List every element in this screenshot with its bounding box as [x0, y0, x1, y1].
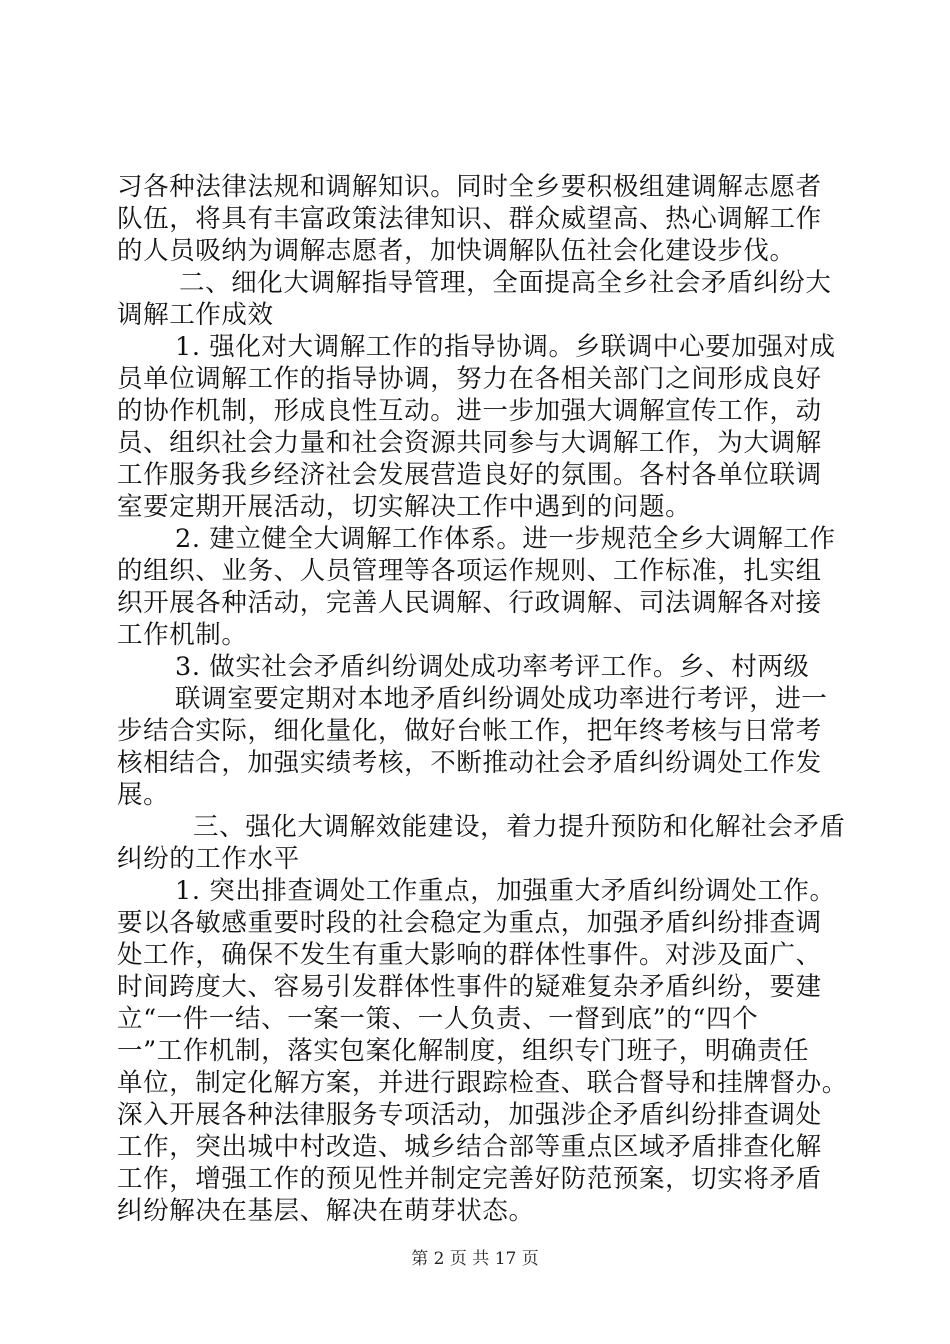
paragraph-start: 3. 做实社会矛盾纠纷调处成功率考评工作。乡、村两级 — [175, 652, 810, 682]
text-line: 纠纷解决在基层、解决在萌芽状态。 — [117, 1196, 535, 1226]
text-line: 的组织、业务、人员管理等各项运作规则、工作标准，扎实组 — [117, 556, 822, 586]
paragraph-start: 1. 强化对大调解工作的指导协调。乡联调中心要加强对成 — [175, 332, 836, 362]
text-line: 工作服务我乡经济社会发展营造良好的氛围。各村各单位联调 — [117, 460, 822, 490]
text-line: 队伍，将具有丰富政策法律知识、群众威望高、热心调解工作 — [117, 204, 822, 234]
text-line: 室要定期开展活动，切实解决工作中遇到的问题。 — [117, 492, 692, 522]
text-line: 员单位调解工作的指导协调，努力在各相关部门之间形成良好 — [117, 364, 822, 394]
section-heading: 三、强化大调解效能建设，着力提升预防和化解社会矛盾 — [193, 812, 846, 842]
page-number-footer: 第 2 页 共 17 页 — [411, 1249, 539, 1269]
text-line: 的协作机制，形成良性互动。进一步加强大调解宣传工作，动 — [117, 396, 822, 426]
text-line: 步结合实际，细化量化，做好台帐工作，把年终考核与日常考 — [117, 716, 822, 746]
text-line: 的人员吸纳为调解志愿者，加快调解队伍社会化建设步伐。 — [117, 236, 796, 266]
section-heading: 二、细化大调解指导管理，全面提高全乡社会矛盾纠纷大 — [179, 268, 832, 298]
document-body — [117, 171, 848, 1227]
text-line: 单位，制定化解方案，并进行跟踪检查、联合督导和挂牌督办。 — [117, 1068, 848, 1098]
paragraph-start: 2. 建立健全大调解工作体系。进一步规范全乡大调解工作 — [175, 524, 836, 554]
text-line: 要以各敏感重要时段的社会稳定为重点，加强矛盾纠纷排查调 — [117, 908, 822, 938]
paragraph-start: 1. 突出排查调处工作重点，加强重大矛盾纠纷调处工作。 — [175, 876, 836, 906]
text-line: 工作机制。 — [117, 620, 248, 650]
section-heading-continued: 纠纷的工作水平 — [117, 844, 300, 874]
text-line: 工作，突出城中村改造、城乡结合部等重点区域矛盾排查化解 — [117, 1132, 822, 1162]
section-heading-continued: 调解工作成效 — [117, 300, 274, 330]
text-line: 时间跨度大、容易引发群体性事件的疑难复杂矛盾纠纷，要建 — [117, 972, 822, 1002]
text-line: 员、组织社会力量和社会资源共同参与大调解工作，为大调解 — [117, 428, 822, 458]
text-line: 处工作，确保不发生有重大影响的群体性事件。对涉及面广、 — [117, 940, 822, 970]
text-line: 一”工作机制，落实包案化解制度，组织专门班子，明确责任 — [117, 1036, 810, 1066]
text-line: 习各种法律法规和调解知识。同时全乡要积极组建调解志愿者 — [117, 172, 822, 202]
text-line: 联调室要定期对本地矛盾纠纷调处成功率进行考评，进一 — [175, 684, 828, 714]
text-line: 立“一件一结、一案一策、一人负责、一督到底”的“四个 — [117, 1004, 759, 1034]
text-line: 核相结合，加强实绩考核，不断推动社会矛盾纠纷调处工作发 — [117, 748, 822, 778]
text-line: 深入开展各种法律服务专项活动，加强涉企矛盾纠纷排查调处 — [117, 1100, 822, 1130]
text-line: 展。 — [117, 780, 170, 810]
text-line: 织开展各种活动，完善人民调解、行政调解、司法调解各对接 — [117, 588, 822, 618]
text-line: 工作，增强工作的预见性并制定完善好防范预案，切实将矛盾 — [117, 1164, 822, 1194]
